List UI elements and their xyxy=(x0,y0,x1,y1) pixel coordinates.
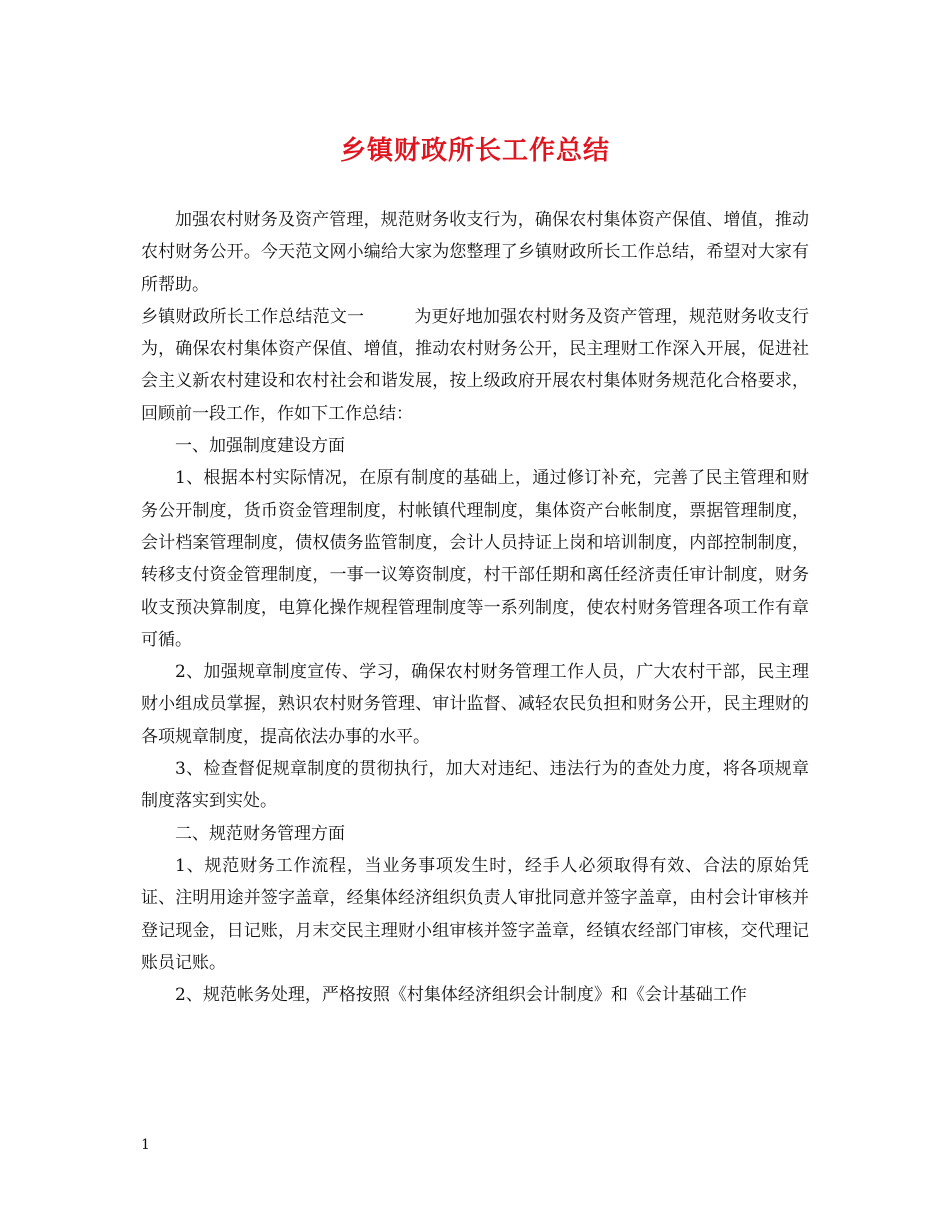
section1-heading: 一、加强制度建设方面 xyxy=(175,436,345,457)
document-title: 乡镇财政所长工作总结 xyxy=(339,136,610,166)
sample-body: 为更好地加强农村财务及资产管理，规范财务收支行为，确保农村集体资产保值、增值，推动农村财务公开，民主理财工作深入开展，促进社会主义新农村建设和农村社会和谐发展，按上级政府开展农村集体财务规范化合格要求，回顾前一段工作，作如下工作总结： xyxy=(141,306,810,424)
sample-paragraph xyxy=(141,301,809,430)
section1-item1: 1、根据本村实际情况，在原有制度的基础上，通过修订补充，完善了民主管理和财务公开制度，货币资金管理制度，村帐镇代理制度，集体资产台帐制度，票据管理制度，会计档案管理制度，债权债务监管制度，会计人员持证上岗和培训制度，内部控制制度，转移支付资金管理制度，一事一议筹资制度，村干部任期和离任经济责任审计制度，财务收支预决算制度，电算化操作规程管理制度等一系列制度，使农村财务管理各项工作有章可循。 xyxy=(141,468,809,650)
document-body xyxy=(141,204,809,1011)
intro-paragraph: 加强农村财务及资产管理，规范财务收支行为，确保农村集体资产保值、增值，推动农村财务公开。今天范文网小编给大家为您整理了乡镇财政所长工作总结，希望对大家有所帮助。 xyxy=(141,210,809,295)
section2-heading: 二、规范财务管理方面 xyxy=(175,823,345,844)
section1-item3: 3、检查督促规章制度的贯彻执行，加大对违纪、违法行为的查处力度，将各项规章制度落实到实处。 xyxy=(141,759,809,812)
section1-item2: 2、加强规章制度宣传、学习，确保农村财务管理工作人员，广大农村干部，民主理财小组成员掌握，熟识农村财务管理、审计监督、减轻农民负担和财务公开，民主理财的各项规章制度，提高依法办事的水平。 xyxy=(141,662,809,747)
page-number: 1 xyxy=(141,1137,150,1153)
sample-label: 乡镇财政所长工作总结范文一 xyxy=(141,306,365,327)
section2-item1: 1、规范财务工作流程，当业务事项发生时，经手人必须取得有效、合法的原始凭证、注明用途并签字盖章，经集体经济组织负责人审批同意并签字盖章，由村会计审核并登记现金，日记账，月末交民主理财小组审核并签字盖章，经镇农经部门审核，交代理记账员记账。 xyxy=(141,855,809,973)
section2-item2: 2、规范帐务处理，严格按照《村集体经济组织会计制度》和《会计基础工作 xyxy=(175,985,747,1006)
